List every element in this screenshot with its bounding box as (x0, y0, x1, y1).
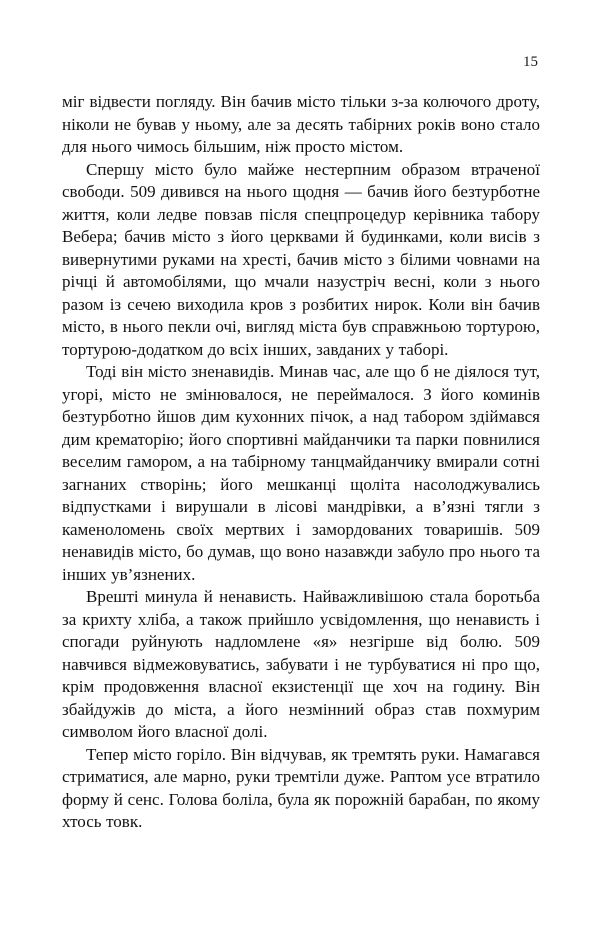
paragraph: Тоді він місто зненавидів. Минав час, але що б не діялося тут, угорі, місто не змінювалося, не переймалося. З його коминів безтурботно йшов дим кухонних пічок, а над табором здіймався дим крематорію; його спортивні майданчики та парки повнилися веселим гамором, а на табірному танцмайданчику вмирали сотні загнаних створінь; його мешканці щоліта насолоджувались відпустками і вирушали в лісові мандрівки, а в’язні тягли з каменоломень своїх мертвих і замордованих товаришів. 509 ненавидів місто, бо думав, що воно назавжди забуло про нього та інших ув’язнених. (62, 362, 540, 584)
paragraph: Врешті минула й ненависть. Найважливішою стала боротьба за крихту хліба, а також прийшло усвідомлення, що ненависть і спогади руйнують надломлене «я» незгірше від болю. 509 навчився відмежовуватись, забувати і не турбуватися ні про що, крім продовження власної екзистенції ще хоч на годину. Він збайдужів до міста, а його незмінний образ став похмурим символом його власної долі. (62, 587, 540, 741)
paragraph: Тепер місто горіло. Він відчував, як тремтять руки. Намагався стриматися, але марно, руки тремтіли дуже. Раптом усе втратило форму й сенс. Голова боліла, була як порожній барабан, по якому хтось товк. (62, 744, 540, 831)
page-number: 15 (523, 54, 538, 70)
paragraph-continuation: міг відвести погляду. Він бачив місто тільки з-за колючого дроту, ніколи не бував у ньому, але за десять табірних років воно стало для нього чимось більшим, ніж просто містом. (62, 92, 540, 156)
paragraph: Спершу місто було майже нестерпним образом втраченої свободи. 509 дивився на нього щодня — бачив його безтурботне життя, коли ледве повзав після спецпроцедур керівника табору Вебера; бачив місто з його церквами й будинками, коли висів з вивернутими руками на хресті, бачив місто з білими човнами на річці й автомобілями, що мчали назустріч весні, коли з нього разом із сечею виходила кров з розбитих нирок. Коли він бачив місто, в нього пекли очі, вигляд міста був справжньою тортурою, тортурою-додатком до всіх інших, завданих у таборі. (62, 159, 540, 359)
body-text (62, 91, 540, 834)
